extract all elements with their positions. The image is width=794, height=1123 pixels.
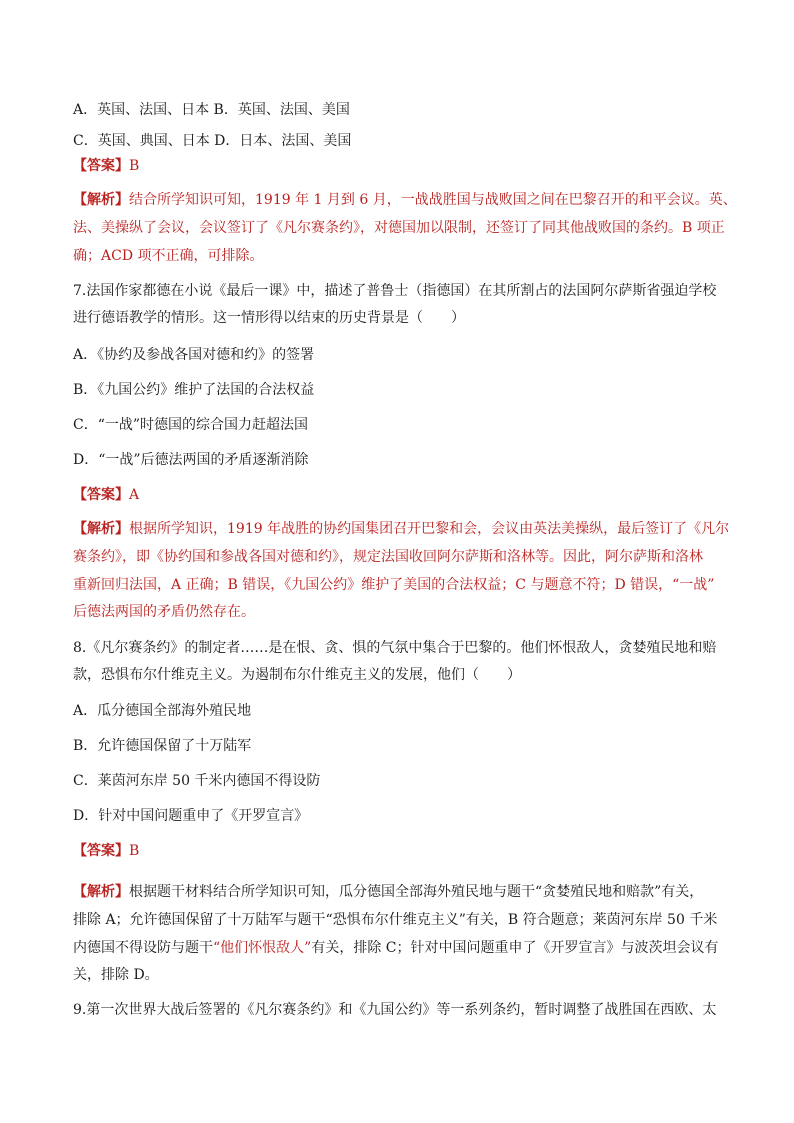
q8-option-a: A．瓜分德国全部海外殖民地 [73,703,252,719]
q8-analysis-line-3: 内德国不得设防与题干“他们怀恨敌人”有关，排除 C；针对中国问题重申了《开罗宣言》与波茨坦会议有 [73,940,719,956]
quoted-phrase: “他们怀恨敌人” [213,940,312,956]
q8-answer [73,841,139,861]
q6-option-ab: A．英国、法国、日本 B．英国、法国、美国 [73,102,350,118]
answer-value: A [129,487,140,503]
q6-answer [73,156,139,176]
q6-analysis-line-3: 确；ACD 项不正确，可排除。 [73,248,264,264]
q8-stem-line-2: 款，恐惧布尔什维克主义。为遏制布尔什维克主义的发展，他们（ ） [73,667,521,683]
q8-analysis-line-2: 排除 A；允许德国保留了十万陆军与题干“恐惧布尔什维克主义”有关，B 符合题意；莱茵河东岸 50 千米 [73,912,718,928]
q7-analysis-line-1: 【解析】根据所学知识，1919 年战胜的协约国集团召开巴黎和会，会议由英法美操纵，最后签订了《凡尔 [73,521,730,537]
q8-analysis-line-4: 关，排除 D。 [73,967,159,983]
q7-stem-line-2: 进行德语教学的情形。这一情形得以结束的历史背景是（ ） [73,310,465,326]
answer-label: 【答案】 [73,158,129,174]
q8-stem-line-1: 8.《凡尔赛条约》的制定者……是在恨、贪、惧的气氛中集合于巴黎的。他们怀恨敌人，贪婪殖民地和赔 [73,640,717,656]
q7-analysis-line-3: 重新回归法国，A 正确；B 错误，《九国公约》维护了美国的合法权益；C 与题意不符；D 错误，“一战” [73,577,715,593]
answer-label: 【答案】 [73,843,129,859]
answer-value: B [129,158,140,174]
q6-analysis-line-1: 【解析】结合所学知识可知，1919 年 1 月到 6 月，一战战胜国与战败国之间在巴黎召开的和平会议。英、 [73,192,737,208]
analysis-label: 【解析】 [73,521,129,537]
q7-option-d: D．“一战”后德法两国的矛盾逐渐消除 [73,452,309,468]
q8-option-b: B．允许德国保留了十万陆军 [73,738,252,754]
q7-option-c: C．“一战”时德国的综合国力赶超法国 [73,417,309,433]
analysis-label: 【解析】 [73,192,129,208]
answer-value: B [129,843,140,859]
analysis-label: 【解析】 [73,884,129,900]
q7-analysis-line-2: 赛条约》，即《协约国和参战各国对德和约》，规定法国收回阿尔萨斯和洛林等。因此，阿尔萨斯和洛林 [73,549,703,565]
q7-option-b: B．《九国公约》维护了法国的合法权益 [73,382,315,398]
q8-option-d: D．针对中国问题重申了《开罗宣言》 [73,808,309,824]
q6-option-cd: C．英国、典国、日本 D．日本、法国、美国 [73,133,352,149]
q7-analysis-line-4: 后德法两国的矛盾仍然存在。 [73,604,255,620]
q7-stem-line-1: 7.法国作家都德在小说《最后一课》中，描述了普鲁士（指德国）在其所割占的法国阿尔萨斯省强迫学校 [73,283,717,299]
q7-option-a: A．《协约及参战各国对德和约》的签署 [73,347,315,363]
q8-analysis-line-1: 【解析】根据题干材料结合所学知识可知，瓜分德国全部海外殖民地与题干“贪婪殖民地和赔款”有关， [73,884,704,900]
q6-analysis-line-2: 法、美操纵了会议，会议签订了《凡尔赛条约》，对德国加以限制，还签订了同其他战败国的条约。B 项正 [73,220,725,236]
q7-answer [73,485,139,505]
answer-label: 【答案】 [73,487,129,503]
q9-stem-line-1: 9.第一次世界大战后签署的《凡尔赛条约》和《九国公约》等一系列条约，暂时调整了战胜国在西欧、太 [73,1002,717,1018]
q8-option-c: C．莱茵河东岸 50 千米内德国不得设防 [73,773,321,789]
